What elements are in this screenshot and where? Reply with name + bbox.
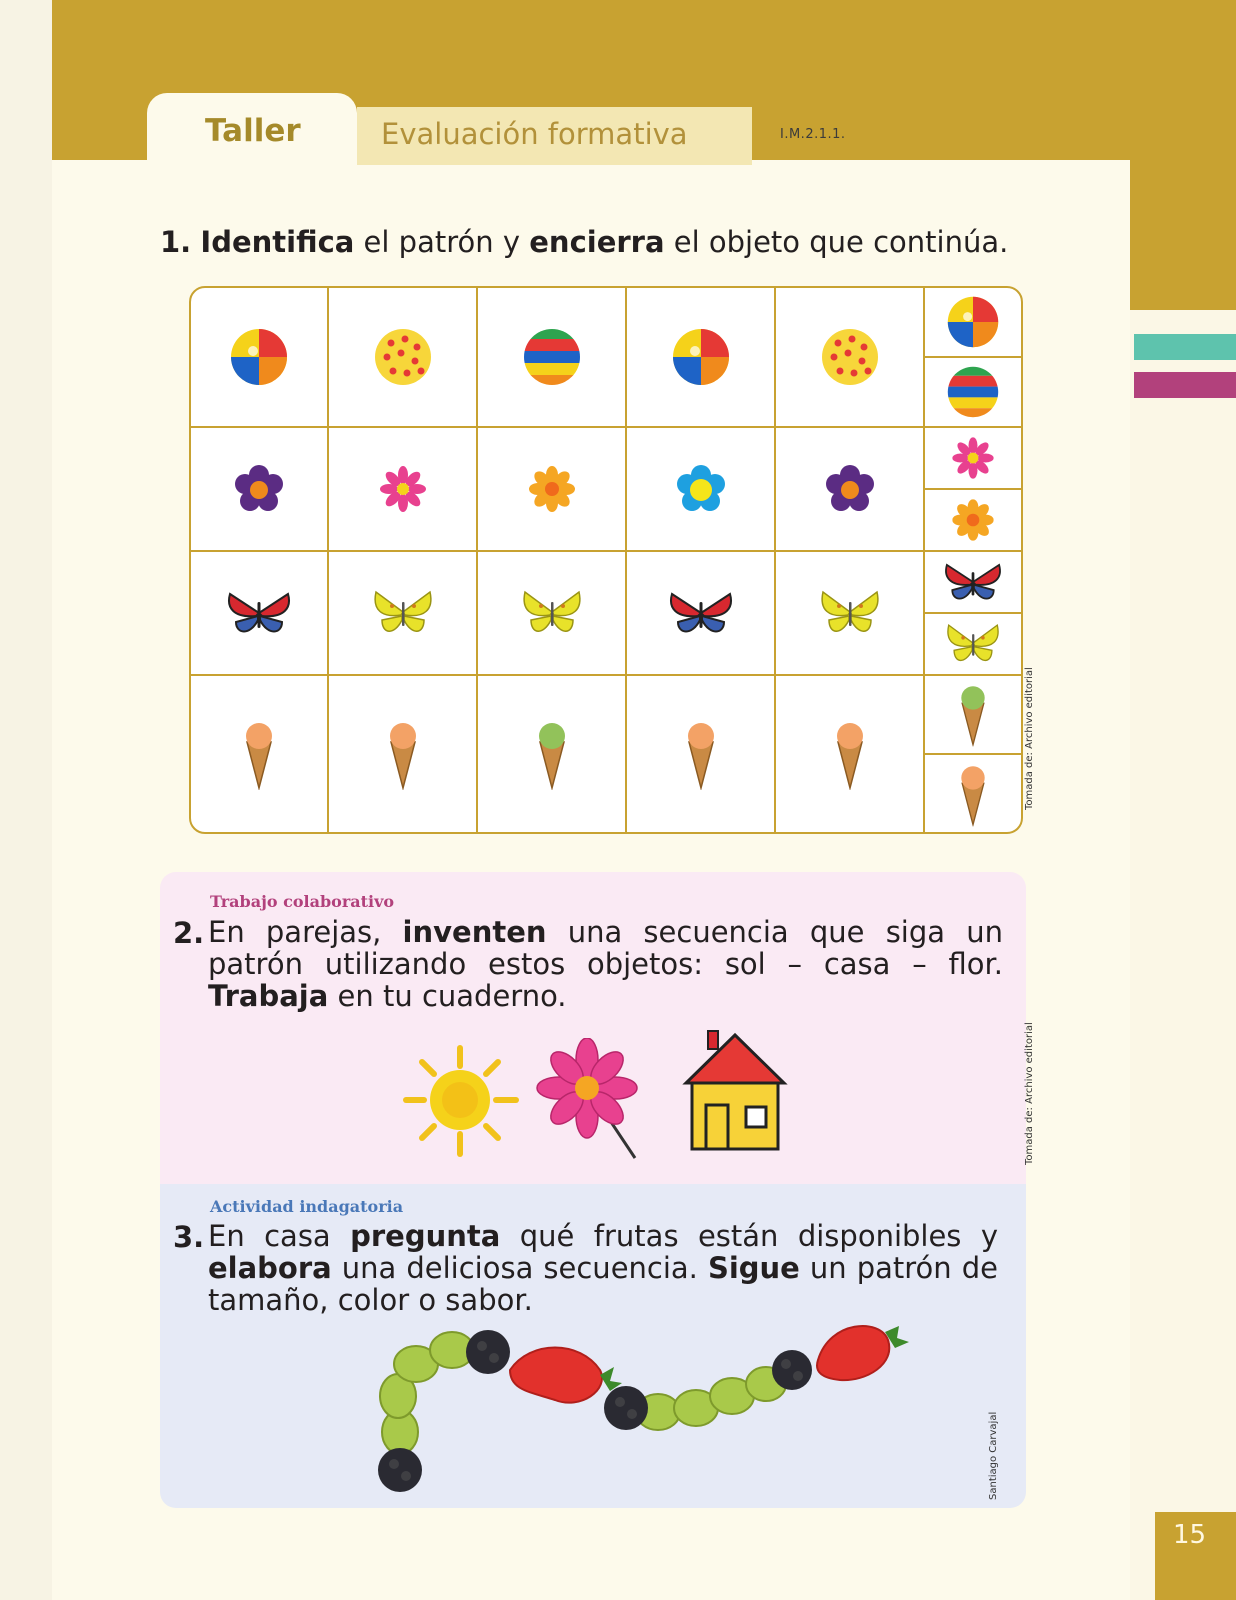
page-number: 15 [1155, 1512, 1236, 1600]
tab-evaluacion: Evaluación formativa [357, 107, 752, 165]
grid-cell-striped-ball [478, 288, 627, 428]
photo-credit-1: Tomada de: Archivo editorial [1024, 667, 1035, 810]
grid-cell-beach-ball [191, 288, 329, 428]
flower-icon [535, 1038, 645, 1163]
option-cell-yellow-butterfly[interactable] [925, 614, 1021, 676]
option-cell-orange-flower[interactable] [925, 490, 1021, 552]
option-cell-red-butterfly[interactable] [925, 552, 1021, 614]
grid-cell-orange-ice-cream [627, 676, 776, 834]
indicator-code: I.M.2.1.1. [780, 127, 846, 142]
grid-cell-red-butterfly [627, 552, 776, 676]
option-cell-beach-ball[interactable] [925, 288, 1021, 358]
grid-cell-purple-flower [776, 428, 925, 552]
question-2-number: 2. [173, 916, 205, 950]
option-cell-pink-flower[interactable] [925, 428, 1021, 490]
option-cell-striped-ball[interactable] [925, 358, 1021, 428]
grid-cell-yellow-dotted-ball [329, 288, 478, 428]
option-cell-green-ice-cream[interactable] [925, 676, 1021, 755]
grid-cell-beach-ball [627, 288, 776, 428]
photo-credit-3: Santiago Carvajal [988, 1411, 999, 1500]
grid-cell-pink-flower [329, 428, 478, 552]
question-1: 1. Identifica el patrón y encierra el objeto que continúa. [160, 225, 1009, 259]
grid-cell-orange-ice-cream [776, 676, 925, 834]
option-cell-orange-ice-cream[interactable] [925, 755, 1021, 834]
house-icon [680, 1025, 790, 1155]
grid-cell-yellow-butterfly [478, 552, 627, 676]
grid-cell-purple-flower [191, 428, 329, 552]
question-3-text: En casa pregunta qué frutas están disponibles y elabora una deliciosa secuencia. Sigue un patrón de tamaño, color o sabor. [208, 1219, 998, 1317]
pattern-grid [189, 286, 1023, 834]
grid-cell-orange-ice-cream [191, 676, 329, 834]
photo-credit-2: Tomada de: Archivo editorial [1024, 1022, 1035, 1165]
grid-cell-red-butterfly [191, 552, 329, 676]
teal-stripe [1134, 334, 1236, 360]
grid-cell-blue-flower [627, 428, 776, 552]
side-band [1130, 160, 1236, 310]
question-2-text: En parejas, inventen una secuencia que siga un patrón utilizando estos objetos: sol – casa – flor. Trabaja en tu cuaderno. [208, 915, 1003, 1013]
grid-cell-orange-ice-cream [329, 676, 478, 834]
tab-taller: Taller [147, 93, 357, 165]
grid-cell-yellow-dotted-ball [776, 288, 925, 428]
grid-cell-green-ice-cream [478, 676, 627, 834]
grid-cell-orange-flower [478, 428, 627, 552]
grid-cell-yellow-butterfly [776, 552, 925, 676]
section-label-collab: Trabajo colaborativo [210, 892, 395, 911]
question-3-number: 3. [173, 1220, 205, 1254]
book-spine [0, 0, 52, 1600]
sun-icon [400, 1040, 520, 1160]
fruit-sequence-image [360, 1320, 920, 1520]
magenta-stripe [1134, 372, 1236, 398]
section-label-inquiry: Actividad indagatoria [210, 1197, 404, 1216]
grid-cell-yellow-butterfly [329, 552, 478, 676]
